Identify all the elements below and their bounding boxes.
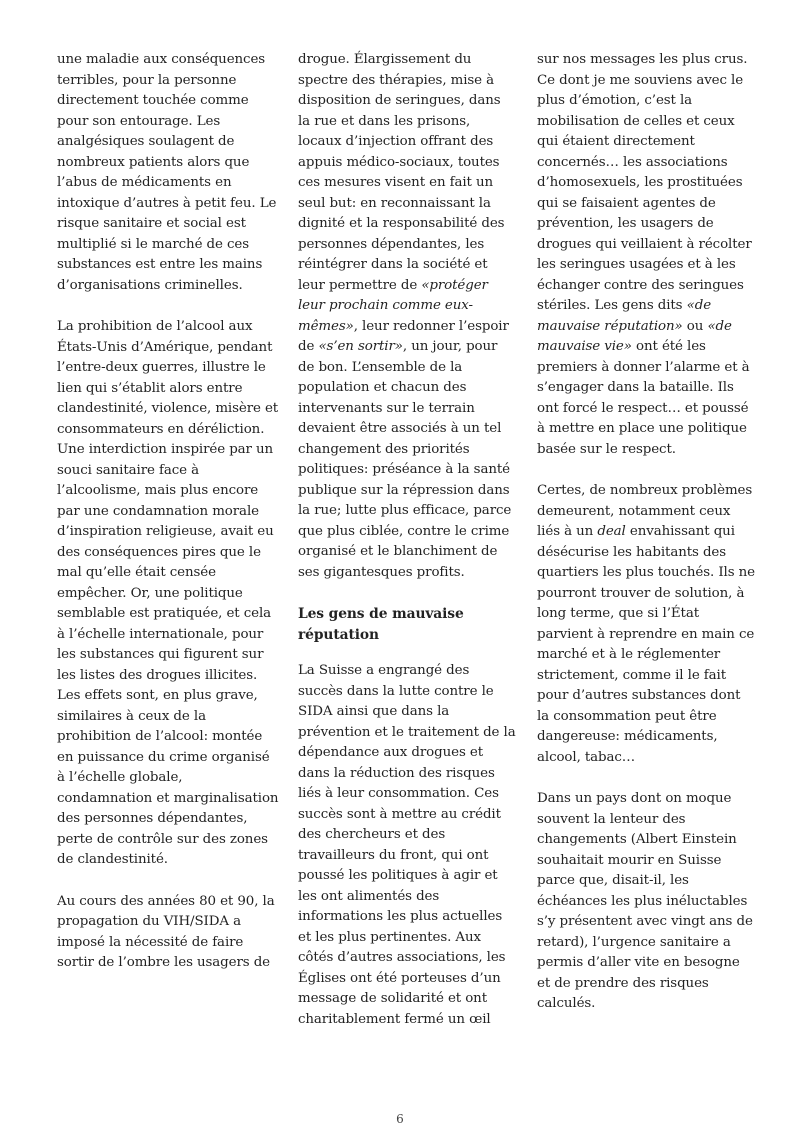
paragraph: La prohibition de l’alcool aux États-Unis d’Amérique, pendant l’entre-deux guerres, illustre le lien qui s’établit alors entre clandestinité, violence, misère et consommateurs en déréliction. Une interdiction inspirée par un souci sanitaire face à l’alcoolisme, mais plus encore par une condamnation morale d’inspiration religieuse, avait eu des conséquences pires que le mal qu’elle était censée empêcher. Or, une politique semblable est pratiquée, et cela à l’échelle internationale, pour les substances qui figurent sur les listes des drogues illicites. Les effets sont, en plus grave, similaires à ceux de la prohibition de l’alcool: montée en puissance du crime organisé à l’échelle globale, condamnation et marginalisation des personnes dépendantes, perte de contrôle sur des zones de clandestinité.: [57, 319, 279, 867]
text-run: ont été les premiers à donner l’alarme et à s’engager dans la bataille. Ils ont forcé le respect… et poussé à mettre en place une politique basée sur le respect.: [537, 339, 750, 457]
paragraph: La Suisse a engrangé des succès dans la lutte contre le SIDA ainsi que dans la prévention et le traitement de la dépendance aux drogues et dans la réduction des risques liés à leur consommation. Ces succès sont à mettre au crédit des chercheurs et des travailleurs du front, qui ont poussé les politiques à agir et les ont alimentés des informations les plus actuelles et les plus pertinentes. Aux côtés d’autres associations, les Églises ont été porteuses d’un message de solidarité et ont charitablement fermé un œil: [298, 663, 516, 1027]
paragraph: une maladie aux conséquences terribles, pour la personne directement touchée comme pour son entourage. Les analgésiques soulagent de nombreux patients alors que l’abus de médicaments en intoxique d’autres à petit feu. Le risque sanitaire et social est multiplié si le marché de ces substances est entre les mains d’organisations criminelles.: [57, 52, 277, 293]
text-column-3: [537, 50, 755, 1036]
text-run: , un jour, pour de bon. L’ensemble de la population et chacun des intervenants sur le terrain devaient être associés à un tel changement des priorités politiques: préséance à la santé publique sur la répression dans la rue; lutte plus efficace, parce que plus ciblée, contre le crime organisé et le blanchiment de ses gigantesques profits.: [298, 339, 512, 580]
section-heading: Les gens de mauvaise réputation: [298, 606, 464, 643]
text-run: Certes, de nombreux problèmes demeurent, notamment ceux liés à un: [537, 483, 753, 539]
text-run: envahissant qui désécurise les habitants des quartiers les plus touchés. Ils ne pourront trouver de solution, à long terme, que si l’État parvient à reprendre en main ce marché et à le réglementer strictement, comme il le fait pour d’autres substances dont la consommation peut être dangereuse: médicaments, alcool, tabac…: [537, 524, 755, 765]
page-number: 6: [396, 1112, 404, 1126]
text-run: drogue. Élargissement du spectre des thérapies, mise à disposition de seringues, dans la rue et dans les prisons, locaux d’injection offrant des appuis médico-sociaux, toutes ces mesures visent en fait un seul but: en reconnaissant la dignité et la responsabilité des personnes dépendantes, les réintégrer dans la société et leur permettre de: [298, 52, 505, 293]
text-run: , leur redonner l’espoir de: [298, 318, 509, 354]
quote-protect: «protéger leur prochain comme eux-mêmes»: [298, 277, 488, 334]
paragraph: Dans un pays dont on moque souvent la lenteur des changements (Albert Einstein souhaitait mourir en Suisse parce que, disait-il, les échéances les plus inéluctables s’y présentent avec vingt ans de retard), l’urgence sanitaire a permis d’aller vite en besogne et de prendre des risques calculés.: [537, 791, 753, 1011]
paragraph: [537, 50, 755, 460]
text-column-2: [298, 50, 516, 1051]
text-column-1: [57, 50, 279, 995]
quote-reputation: «de mauvaise réputation»: [537, 298, 712, 334]
term-deal: deal: [597, 524, 626, 539]
paragraph: Au cours des années 80 et 90, la propagation du VIH/SIDA a imposé la nécessité de faire sortir de l’ombre les usagers de: [57, 893, 275, 970]
quote-sortir: «s’en sortir»: [318, 339, 403, 354]
paragraph: [298, 50, 516, 583]
text-run: ou: [682, 318, 708, 334]
paragraph: [537, 481, 755, 768]
text-run: sur nos messages les plus crus. Ce dont je me souviens avec le plus d’émotion, c’est la mobilisation de celles et ceux qui étaient directement concernés… les associations d’homosexuels, les prostituées qui se faisaient agentes de prévention, les usagers de drogues qui veillaient à récolter les seringues usagées et à les échanger contre des seringues stériles. Les gens dits: [537, 52, 752, 313]
quote-vie: «de mauvaise vie»: [537, 318, 732, 354]
